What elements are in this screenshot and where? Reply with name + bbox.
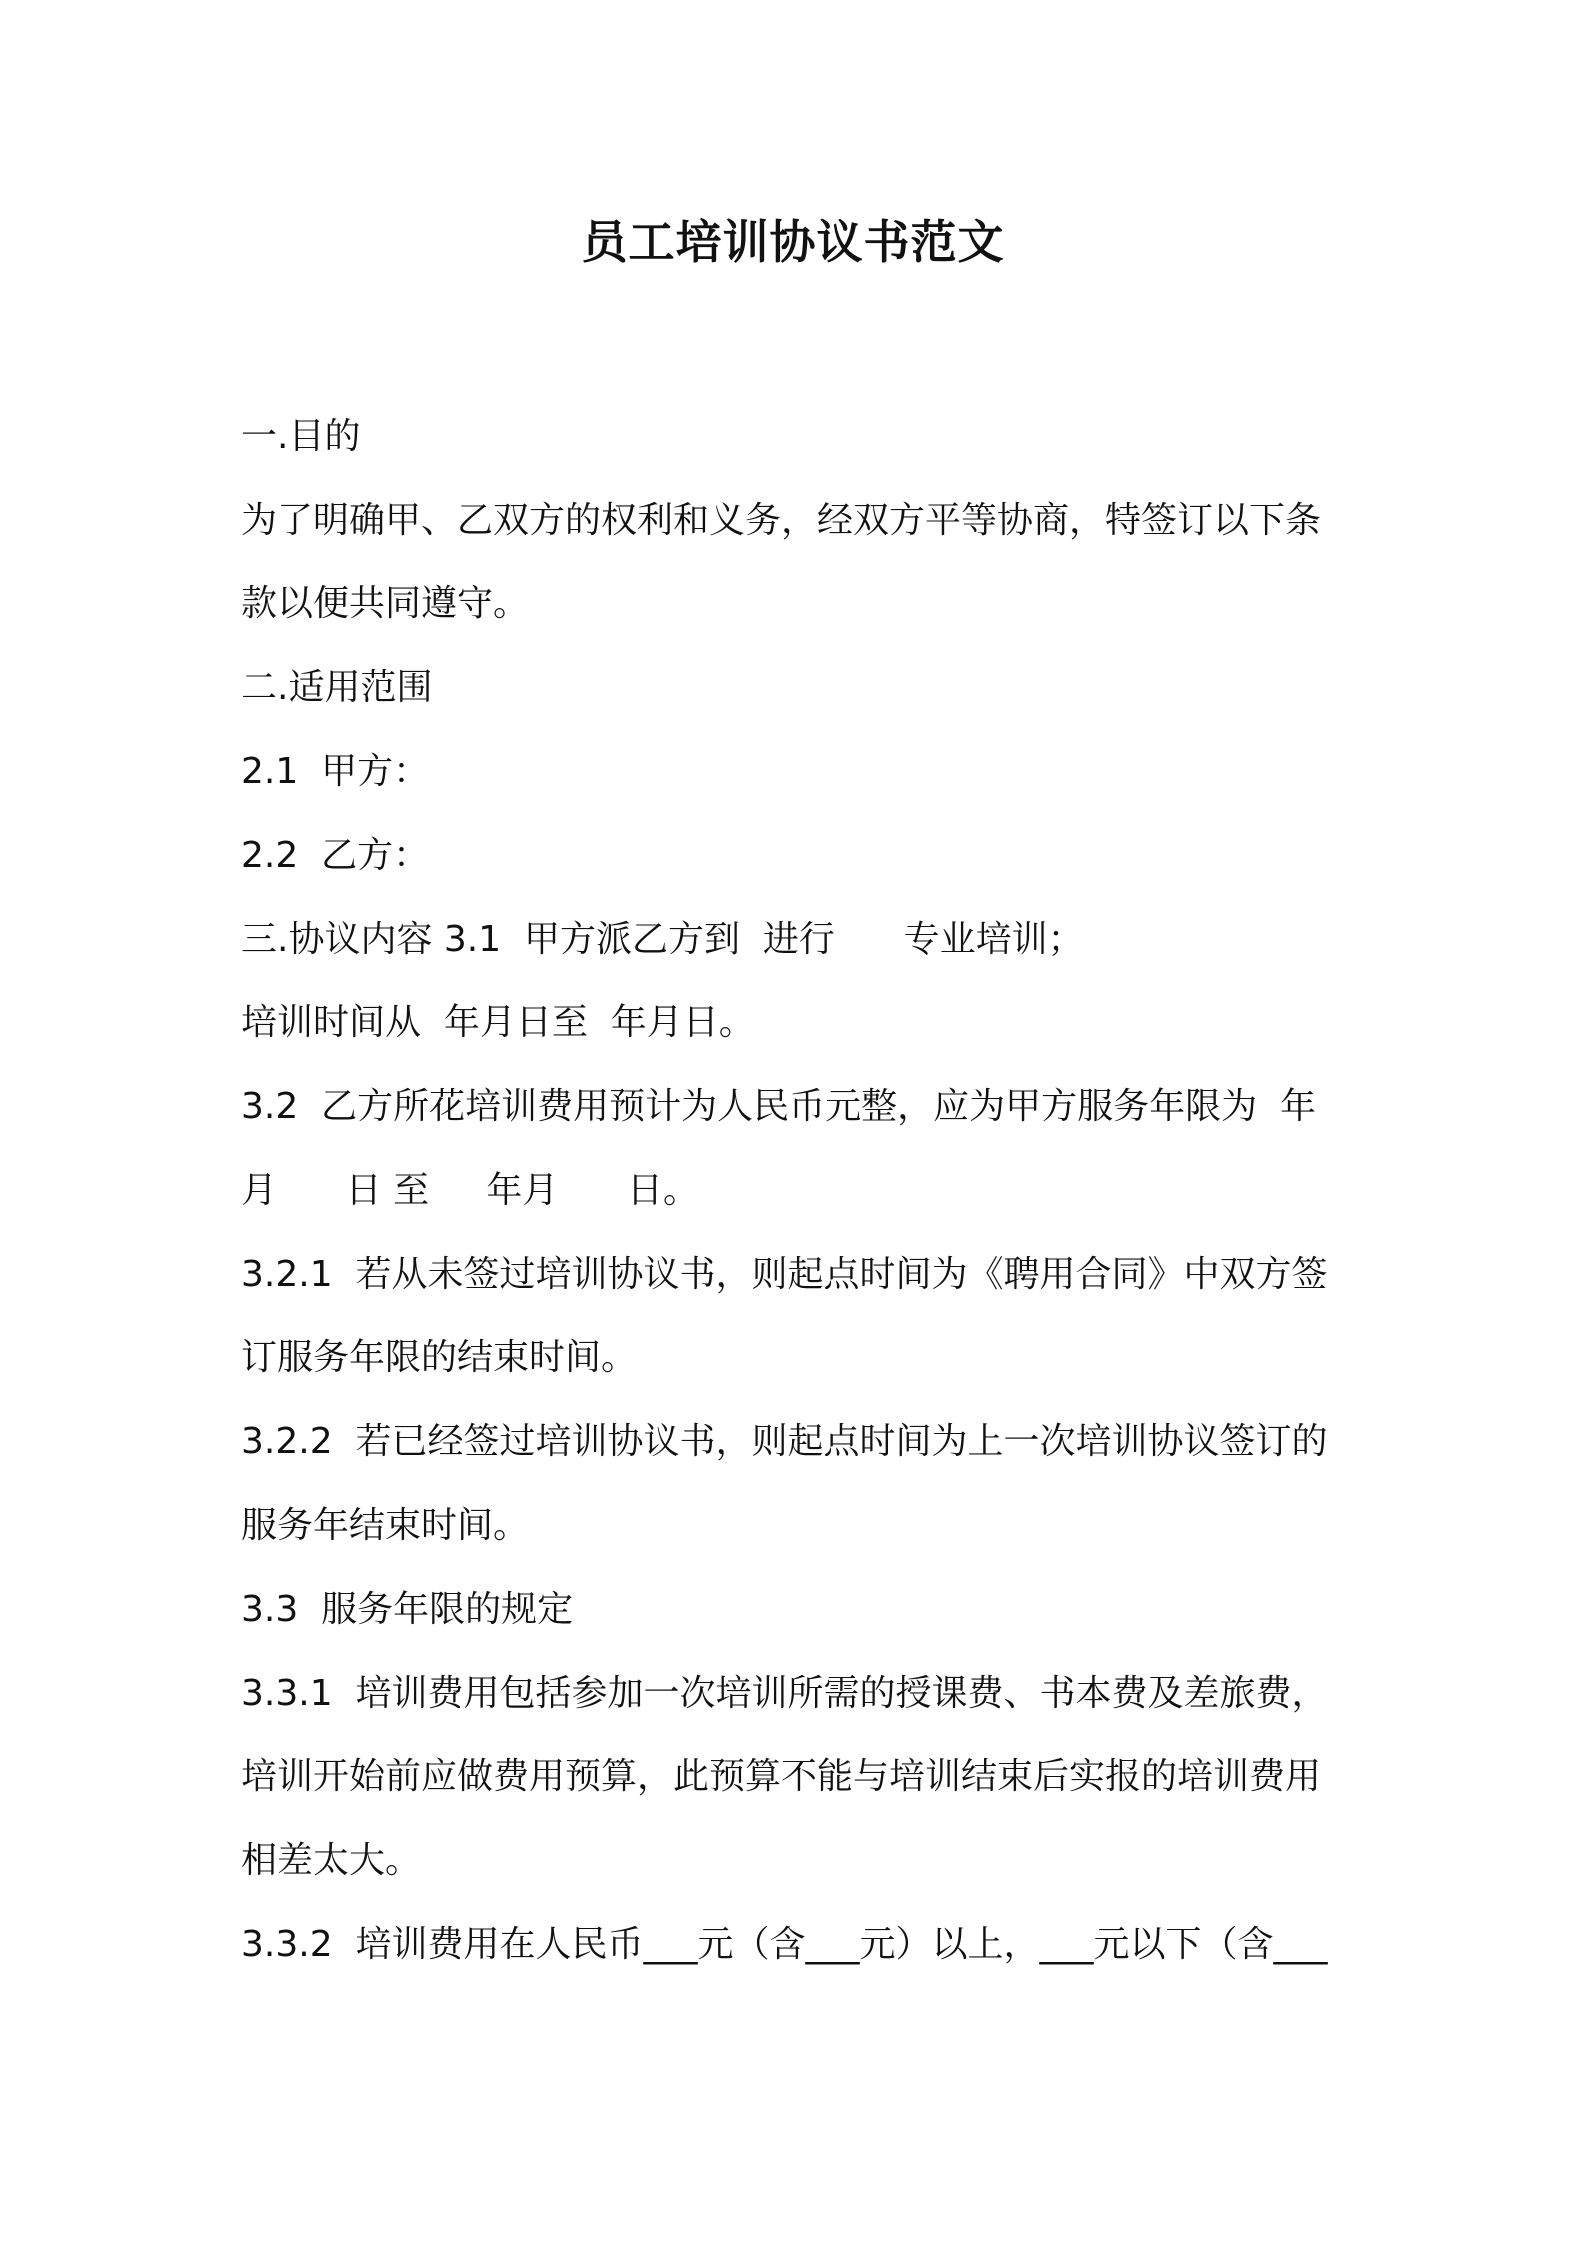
section-3-heading: 三.协议内容 3.1 甲方派乙方到 进行 专业培训； — [241, 919, 1084, 960]
clause-2-2: 2.2 乙方： — [241, 835, 430, 876]
paragraph-line: 为了明确甲、乙双方的权利和义务，经双方平等协商，特签订以下条 — [241, 500, 1322, 541]
paragraph-line: 相差太大。 — [241, 1840, 422, 1881]
clause-3-3-2: 3.3.2 培训费用在人民币___元（含___元）以上，___元以下（含___ — [241, 1924, 1328, 1965]
clause-3-2-1: 3.2.1 若从未签过培训协议书，则起点时间为《聘用合同》中双方签 — [241, 1254, 1328, 1295]
clause-3-3-1: 3.3.1 培训费用包括参加一次培训所需的授课费、书本费及差旅费， — [241, 1673, 1328, 1714]
section-1-heading: 一.目的 — [241, 416, 361, 457]
section-2-heading: 二.适用范围 — [241, 667, 433, 708]
clause-3-2: 3.2 乙方所花培训费用预计为人民币元整，应为甲方服务年限为 年 — [241, 1086, 1317, 1127]
clause-3-3: 3.3 服务年限的规定 — [241, 1589, 574, 1630]
paragraph-line: 订服务年限的结束时间。 — [241, 1337, 638, 1378]
paragraph-line: 培训开始前应做费用预算，此预算不能与培训结束后实报的培训费用 — [241, 1756, 1322, 1797]
paragraph-line: 款以便共同遵守。 — [241, 583, 530, 624]
paragraph-line: 服务年结束时间。 — [241, 1505, 530, 1546]
clause-3-2-2: 3.2.2 若已经签过培训协议书，则起点时间为上一次培训协议签订的 — [241, 1421, 1328, 1462]
paragraph-line: 培训时间从 年月日至 年月日。 — [241, 1002, 755, 1043]
clause-2-1: 2.1 甲方： — [241, 751, 430, 792]
document-title: 员工培训协议书范文 — [581, 215, 1005, 269]
paragraph-line: 月 日 至 年月 日。 — [241, 1170, 699, 1211]
